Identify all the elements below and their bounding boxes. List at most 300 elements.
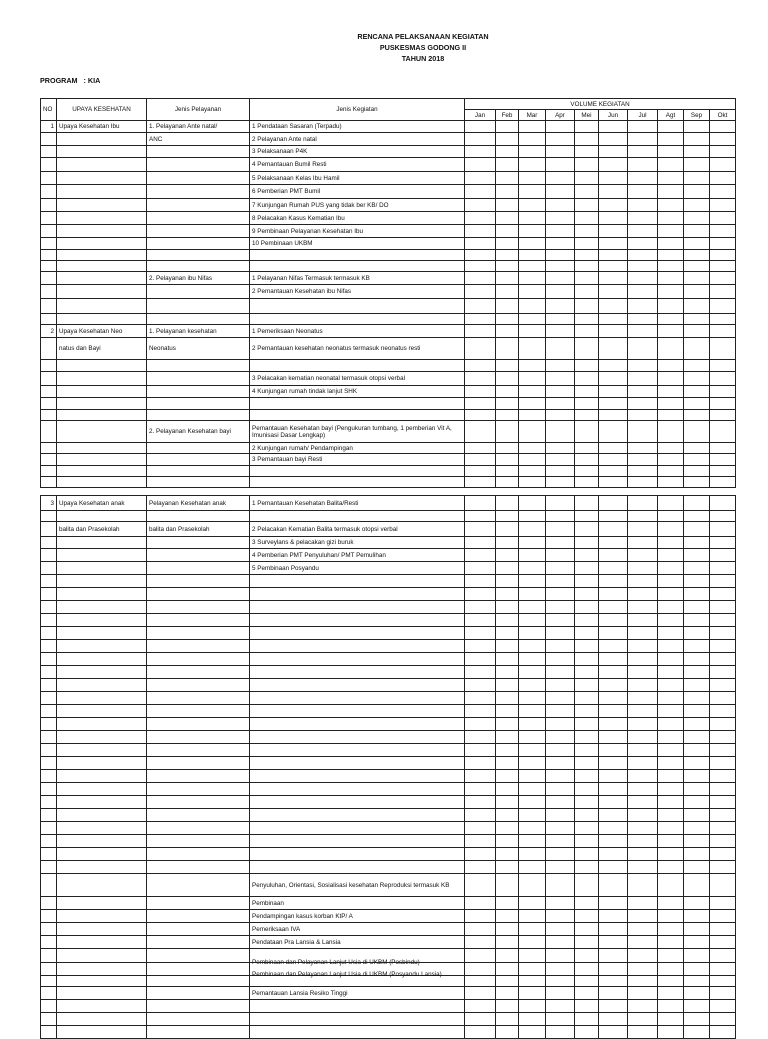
- volume-cell: [465, 1026, 496, 1039]
- volume-cell: [519, 987, 546, 1000]
- cell-no: [41, 692, 57, 705]
- volume-cell: [684, 314, 710, 325]
- volume-cell: [465, 410, 496, 421]
- cell-upaya: [57, 588, 147, 601]
- cell-pelayanan: [147, 212, 250, 225]
- volume-cell: [575, 511, 599, 522]
- volume-cell: [628, 718, 658, 731]
- volume-cell: [546, 796, 575, 809]
- cell-no: [41, 421, 57, 443]
- volume-cell: [658, 666, 684, 679]
- volume-cell: [546, 936, 575, 949]
- volume-cell: [546, 588, 575, 601]
- cell-pelayanan: [147, 809, 250, 822]
- volume-cell: [710, 250, 736, 261]
- volume-cell: [496, 744, 519, 757]
- volume-cell: [575, 822, 599, 835]
- volume-cell: [465, 653, 496, 666]
- volume-cell: [575, 477, 599, 488]
- volume-cell: [710, 640, 736, 653]
- volume-cell: [710, 172, 736, 185]
- cell-upaya: [57, 250, 147, 261]
- volume-cell: [519, 601, 546, 614]
- cell-upaya: [57, 133, 147, 146]
- volume-cell: [519, 496, 546, 511]
- volume-cell: [599, 466, 628, 477]
- cell-kegiatan: 9 Pembinaan Pelayanan Kesehatan Ibu: [250, 225, 465, 238]
- volume-cell: [684, 705, 710, 718]
- volume-cell: [519, 575, 546, 588]
- volume-cell: [496, 1026, 519, 1039]
- cell-upaya: [57, 511, 147, 522]
- volume-cell: [465, 133, 496, 146]
- volume-cell: [519, 212, 546, 225]
- cell-kegiatan: 2 Kunjungan rumah/ Pendampingan: [250, 443, 465, 454]
- volume-cell: [599, 250, 628, 261]
- cell-kegiatan: 10 Pembinaan UKBM: [250, 238, 465, 250]
- volume-cell: [684, 496, 710, 511]
- volume-cell: [519, 588, 546, 601]
- volume-cell: [710, 588, 736, 601]
- cell-pelayanan: [147, 936, 250, 949]
- volume-cell: [465, 783, 496, 796]
- volume-cell: [684, 372, 710, 386]
- header-no: NO: [41, 99, 57, 121]
- volume-cell: [628, 575, 658, 588]
- volume-cell: [628, 511, 658, 522]
- volume-cell: [465, 261, 496, 272]
- table-row: [41, 705, 736, 718]
- table-row: [41, 1000, 736, 1013]
- volume-cell: [684, 386, 710, 398]
- table-row: [41, 757, 736, 770]
- cell-upaya: [57, 466, 147, 477]
- volume-cell: [519, 627, 546, 640]
- volume-cell: [546, 987, 575, 1000]
- volume-cell: [575, 731, 599, 744]
- volume-cell: [628, 372, 658, 386]
- volume-cell: [599, 692, 628, 705]
- volume-cell: [658, 796, 684, 809]
- volume-cell: [519, 835, 546, 848]
- volume-cell: [465, 692, 496, 705]
- cell-no: [41, 199, 57, 212]
- volume-cell: [628, 261, 658, 272]
- volume-cell: [684, 250, 710, 261]
- volume-cell: [684, 225, 710, 238]
- volume-cell: [658, 822, 684, 835]
- volume-cell: [519, 238, 546, 250]
- table-row: [41, 549, 736, 562]
- volume-cell: [519, 325, 546, 338]
- table-row: [41, 386, 736, 398]
- volume-cell: [628, 185, 658, 199]
- volume-cell: [465, 511, 496, 522]
- cell-kegiatan: [250, 835, 465, 848]
- volume-cell: [628, 835, 658, 848]
- volume-cell: [496, 562, 519, 575]
- table-row: [41, 874, 736, 897]
- volume-cell: [658, 185, 684, 199]
- document-title: RENCANA PELAKSANAAN KEGIATAN: [357, 32, 489, 41]
- cell-pelayanan: [147, 796, 250, 809]
- volume-cell: [684, 522, 710, 537]
- volume-cell: [546, 627, 575, 640]
- volume-cell: [546, 731, 575, 744]
- volume-cell: [496, 588, 519, 601]
- cell-kegiatan: 1 Pelayanan Nifas Termasuk termasuk KB: [250, 272, 465, 285]
- volume-cell: [546, 923, 575, 936]
- volume-cell: [599, 861, 628, 874]
- cell-upaya: [57, 477, 147, 488]
- table-row: [41, 537, 736, 549]
- volume-cell: [710, 562, 736, 575]
- volume-cell: [465, 212, 496, 225]
- volume-cell: [519, 511, 546, 522]
- cell-upaya: [57, 757, 147, 770]
- cell-upaya: [57, 398, 147, 410]
- table-row: [41, 575, 736, 588]
- activity-table-1: [40, 98, 736, 488]
- volume-cell: [710, 963, 736, 987]
- volume-cell: [465, 386, 496, 398]
- volume-cell: [628, 410, 658, 421]
- cell-no: [41, 172, 57, 185]
- cell-pelayanan: [147, 158, 250, 172]
- cell-no: [41, 874, 57, 897]
- volume-cell: [519, 653, 546, 666]
- cell-pelayanan: [147, 172, 250, 185]
- cell-upaya: [57, 212, 147, 225]
- volume-cell: [599, 614, 628, 627]
- volume-cell: [710, 185, 736, 199]
- volume-cell: [496, 338, 519, 360]
- volume-cell: [658, 744, 684, 757]
- volume-cell: [519, 172, 546, 185]
- volume-cell: [496, 910, 519, 923]
- cell-kegiatan: [250, 614, 465, 627]
- volume-cell: [496, 225, 519, 238]
- cell-upaya: [57, 1000, 147, 1013]
- volume-cell: [519, 666, 546, 679]
- volume-cell: [519, 537, 546, 549]
- volume-cell: [628, 121, 658, 133]
- volume-cell: [575, 923, 599, 936]
- volume-cell: [519, 477, 546, 488]
- cell-upaya: [57, 910, 147, 923]
- volume-cell: [628, 496, 658, 511]
- volume-cell: [519, 705, 546, 718]
- volume-cell: [496, 325, 519, 338]
- table-row: [41, 496, 736, 511]
- cell-no: [41, 1000, 57, 1013]
- volume-cell: [546, 325, 575, 338]
- cell-no: [41, 963, 57, 987]
- volume-cell: [599, 338, 628, 360]
- cell-upaya: [57, 770, 147, 783]
- volume-cell: [575, 601, 599, 614]
- volume-cell: [628, 692, 658, 705]
- volume-cell: [658, 627, 684, 640]
- volume-cell: [710, 454, 736, 466]
- volume-cell: [628, 562, 658, 575]
- volume-cell: [658, 250, 684, 261]
- table-row: [41, 185, 736, 199]
- volume-cell: [519, 744, 546, 757]
- cell-pelayanan: 1. Pelayanan Ante natal/: [147, 121, 250, 133]
- volume-cell: [658, 692, 684, 705]
- cell-no: [41, 261, 57, 272]
- volume-cell: [519, 285, 546, 299]
- volume-cell: [546, 1000, 575, 1013]
- volume-cell: [465, 372, 496, 386]
- volume-cell: [546, 874, 575, 897]
- volume-cell: [599, 522, 628, 537]
- volume-cell: [684, 588, 710, 601]
- volume-cell: [465, 718, 496, 731]
- volume-cell: [575, 454, 599, 466]
- volume-cell: [599, 835, 628, 848]
- volume-cell: [658, 158, 684, 172]
- volume-cell: [710, 809, 736, 822]
- cell-upaya: Upaya Kesehatan Neo: [57, 325, 147, 338]
- cell-kegiatan: [250, 588, 465, 601]
- volume-cell: [519, 299, 546, 314]
- volume-cell: [546, 466, 575, 477]
- volume-cell: [519, 897, 546, 910]
- volume-cell: [519, 679, 546, 692]
- cell-kegiatan: [250, 1000, 465, 1013]
- cell-pelayanan: [147, 835, 250, 848]
- cell-upaya: [57, 299, 147, 314]
- volume-cell: [628, 199, 658, 212]
- volume-cell: [465, 963, 496, 987]
- cell-kegiatan: [250, 848, 465, 861]
- volume-cell: [599, 936, 628, 949]
- volume-cell: [546, 121, 575, 133]
- volume-cell: [599, 386, 628, 398]
- table-row: [41, 225, 736, 238]
- volume-cell: [496, 861, 519, 874]
- volume-cell: [496, 770, 519, 783]
- table-row: [41, 835, 736, 848]
- cell-no: [41, 511, 57, 522]
- table-row: [41, 1026, 736, 1039]
- cell-no: [41, 653, 57, 666]
- volume-cell: [628, 250, 658, 261]
- volume-cell: [628, 783, 658, 796]
- cell-upaya: [57, 627, 147, 640]
- cell-upaya: [57, 897, 147, 910]
- volume-cell: [599, 848, 628, 861]
- volume-cell: [628, 314, 658, 325]
- table-row: [41, 360, 736, 372]
- volume-cell: [599, 410, 628, 421]
- header-volume: VOLUME KEGIATAN: [465, 99, 736, 110]
- volume-cell: [496, 212, 519, 225]
- cell-kegiatan: 2 Pelayanan Ante natal: [250, 133, 465, 146]
- volume-cell: [575, 238, 599, 250]
- table-row: [41, 172, 736, 185]
- cell-upaya: [57, 272, 147, 285]
- cell-pelayanan: [147, 454, 250, 466]
- volume-cell: [546, 199, 575, 212]
- volume-cell: [496, 601, 519, 614]
- volume-cell: [575, 705, 599, 718]
- volume-cell: [599, 549, 628, 562]
- volume-cell: [575, 861, 599, 874]
- cell-upaya: natus dan Bayi: [57, 338, 147, 360]
- volume-cell: [575, 121, 599, 133]
- volume-cell: [546, 238, 575, 250]
- cell-no: [41, 666, 57, 679]
- header-upaya: UPAYA KESEHATAN: [57, 99, 147, 121]
- volume-cell: [628, 454, 658, 466]
- table-row: [41, 796, 736, 809]
- volume-cell: [658, 963, 684, 987]
- cell-pelayanan: [147, 1000, 250, 1013]
- volume-cell: [519, 796, 546, 809]
- cell-no: [41, 522, 57, 537]
- cell-no: [41, 731, 57, 744]
- volume-cell: [519, 562, 546, 575]
- volume-cell: [684, 199, 710, 212]
- volume-cell: [496, 372, 519, 386]
- volume-cell: [684, 238, 710, 250]
- volume-cell: [710, 398, 736, 410]
- cell-no: [41, 897, 57, 910]
- volume-cell: [575, 225, 599, 238]
- volume-cell: [710, 522, 736, 537]
- table-row: [41, 466, 736, 477]
- volume-cell: [658, 770, 684, 783]
- volume-cell: [628, 325, 658, 338]
- month-header: Mei: [575, 110, 599, 121]
- volume-cell: [465, 338, 496, 360]
- volume-cell: [546, 225, 575, 238]
- volume-cell: [575, 522, 599, 537]
- volume-cell: [710, 212, 736, 225]
- volume-cell: [684, 822, 710, 835]
- volume-cell: [575, 443, 599, 454]
- cell-pelayanan: [147, 923, 250, 936]
- volume-cell: [575, 987, 599, 1000]
- volume-cell: [684, 575, 710, 588]
- volume-cell: [658, 466, 684, 477]
- volume-cell: [599, 562, 628, 575]
- volume-cell: [628, 910, 658, 923]
- volume-cell: [658, 705, 684, 718]
- volume-cell: [465, 299, 496, 314]
- volume-cell: [496, 718, 519, 731]
- table-row: [41, 511, 736, 522]
- volume-cell: [599, 897, 628, 910]
- cell-no: [41, 537, 57, 549]
- volume-cell: [658, 261, 684, 272]
- volume-cell: [658, 338, 684, 360]
- cell-no: [41, 783, 57, 796]
- cell-pelayanan: [147, 718, 250, 731]
- volume-cell: [710, 496, 736, 511]
- volume-cell: [684, 1000, 710, 1013]
- cell-kegiatan: [250, 744, 465, 757]
- volume-cell: [465, 861, 496, 874]
- program-line: [40, 76, 100, 85]
- volume-cell: [546, 666, 575, 679]
- table-row: [41, 601, 736, 614]
- cell-kegiatan: 1 Pendataan Sasaran (Terpadu): [250, 121, 465, 133]
- cell-pelayanan: [147, 410, 250, 421]
- cell-pelayanan: [147, 757, 250, 770]
- month-header: Jan: [465, 110, 496, 121]
- table-row: [41, 692, 736, 705]
- cell-kegiatan: [250, 679, 465, 692]
- document-subtitle: PUSKESMAS GODONG II: [379, 43, 467, 52]
- cell-pelayanan: [147, 897, 250, 910]
- table-row: [41, 731, 736, 744]
- volume-cell: [519, 963, 546, 987]
- volume-cell: [628, 285, 658, 299]
- volume-cell: [710, 835, 736, 848]
- volume-cell: [496, 496, 519, 511]
- volume-cell: [496, 653, 519, 666]
- volume-cell: [628, 360, 658, 372]
- volume-cell: [599, 783, 628, 796]
- volume-cell: [519, 1026, 546, 1039]
- volume-cell: [628, 861, 658, 874]
- cell-upaya: [57, 835, 147, 848]
- cell-no: [41, 443, 57, 454]
- volume-cell: [710, 261, 736, 272]
- volume-cell: [658, 410, 684, 421]
- volume-cell: [496, 261, 519, 272]
- volume-cell: [628, 848, 658, 861]
- volume-cell: [465, 822, 496, 835]
- volume-cell: [519, 454, 546, 466]
- cell-kegiatan: 1 Pemantauan Kesehatan Balita/Resti: [250, 496, 465, 511]
- cell-upaya: [57, 936, 147, 949]
- cell-no: [41, 679, 57, 692]
- cell-no: [41, 936, 57, 949]
- volume-cell: [599, 588, 628, 601]
- volume-cell: [465, 360, 496, 372]
- cell-kegiatan: [250, 1026, 465, 1039]
- table-row: [41, 338, 736, 360]
- cell-pelayanan: [147, 666, 250, 679]
- volume-cell: [599, 314, 628, 325]
- volume-cell: [496, 158, 519, 172]
- volume-cell: [599, 627, 628, 640]
- cell-kegiatan: [250, 757, 465, 770]
- volume-cell: [684, 666, 710, 679]
- cell-kegiatan: 4 Kunjungan rumah tindak lanjut SHK: [250, 386, 465, 398]
- cell-pelayanan: [147, 386, 250, 398]
- volume-cell: [575, 910, 599, 923]
- month-header: Jul: [628, 110, 658, 121]
- volume-cell: [496, 410, 519, 421]
- volume-cell: [575, 496, 599, 511]
- volume-cell: [575, 360, 599, 372]
- volume-cell: [599, 963, 628, 987]
- volume-cell: [658, 299, 684, 314]
- cell-kegiatan: [250, 770, 465, 783]
- table-row: [41, 679, 736, 692]
- volume-cell: [465, 285, 496, 299]
- volume-cell: [599, 172, 628, 185]
- volume-cell: [710, 874, 736, 897]
- table-row: [41, 421, 736, 443]
- volume-cell: [599, 285, 628, 299]
